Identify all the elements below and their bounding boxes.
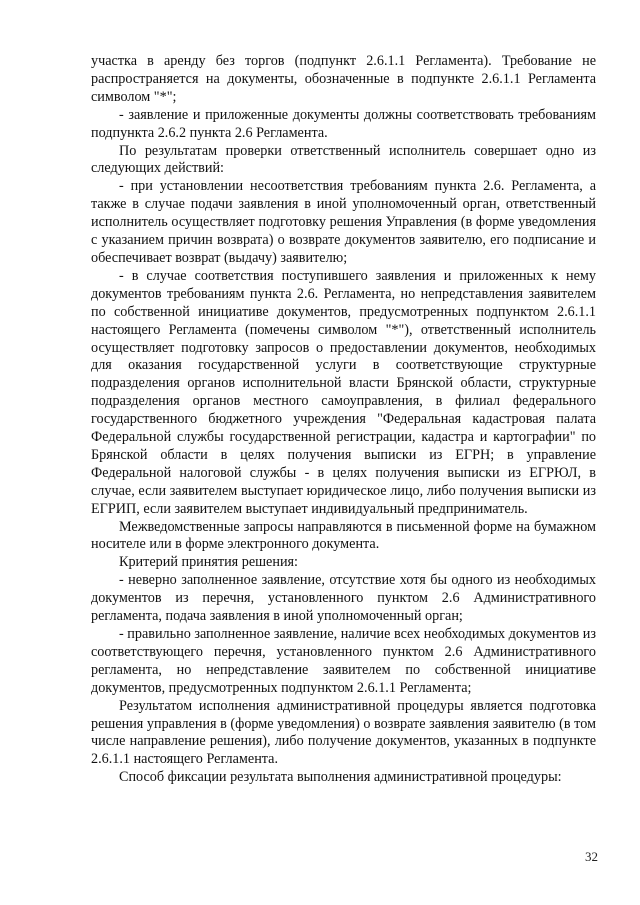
paragraph-criterion-positive: - правильно заполненное заявление, наличие всех необходимых документов из соответствующего перечня, установленного пунктом 2.6 Административного регламента, но непредставление заявителем по собственной инициативе документов, предусмотренных подпунктом 2.6.1.1 Регламента; (91, 626, 596, 696)
paragraph-request-form: Межведомственные запросы направляются в письменной форме на бумажном носителе или в форме электронного документа. (91, 518, 596, 553)
paragraph-interagency-requests: - в случае соответствия поступившего заявления и приложенных к нему документов требованиям пункта 2.6. Регламента, но непредставления заявителем по собственной инициативе документов, предусмотренных подпунктом 2.6.1.1 настоящего Регламента (помечены символом "*"), ответственный исполнитель осуществляет подготовку запросов о предоставлении документов, необходимых для оказания государственной услуги в соответствующие структурные подразделения органов исполнительной власти Брянской области, структурные подразделения органов местного самоуправления, в филиал федерального государственного бюджетного учреждения "Федеральная кадастровая палата Федеральной службы государственной регистрации, кадастра и картографии" по Брянской области в целях получения выписки из ЕГРН; в управление Федеральной налоговой службы - в целях получения выписки из ЕГРЮЛ, в случае, если заявителем выступает юридическое лицо, либо получения выписки из ЕГРИП, если заявителем выступает индивидуальный предприниматель. (91, 267, 596, 517)
page-number: 32 (585, 849, 598, 864)
paragraph-result-recording: Способ фиксации результата выполнения административной процедуры: (119, 769, 562, 786)
paragraph-exception-note: участка в аренду без торгов (подпункт 2.6.1.1 Регламента). Требование не распространяется на документы, обозначенные в подпункте 2.6.1.1 Регламента символом "*"; (91, 53, 596, 105)
paragraph-procedure-result: Результатом исполнения административной процедуры является подготовка решения управления в (форме уведомления) о возврате заявления заявителю (в том числе направление решения), либо получение документов, указанных в подпункте 2.6.1.1 настоящего Регламента. (91, 697, 596, 768)
paragraph-decision-criterion: Критерий принятия решения: (119, 554, 298, 571)
paragraph-criterion-negative: - неверно заполненное заявление, отсутствие хотя бы одного из необходимых документов из перечня, установленного пунктом 2.6 Административного регламента, подача заявления в иной уполномоченный орган; (91, 572, 596, 625)
paragraph-check-results: По результатам проверки ответственный исполнитель совершает одно из следующих действий: (91, 142, 596, 177)
paragraph-requirements: - заявление и приложенные документы должны соответствовать требованиям подпункта 2.6.2 пункта 2.6 Регламента. (91, 106, 596, 141)
paragraph-return-decision: - при установлении несоответствия требованиям пункта 2.6. Регламента, а также в случае подачи заявления в иной уполномоченный орган, ответственный исполнитель осуществляет подготовку решения Управления (в форме уведомления с указанием причин возврата) о возврате документов заявителю, его подписание и обеспечивает возврат (выдачу) заявителю; (91, 178, 596, 266)
document-page (91, 53, 596, 787)
